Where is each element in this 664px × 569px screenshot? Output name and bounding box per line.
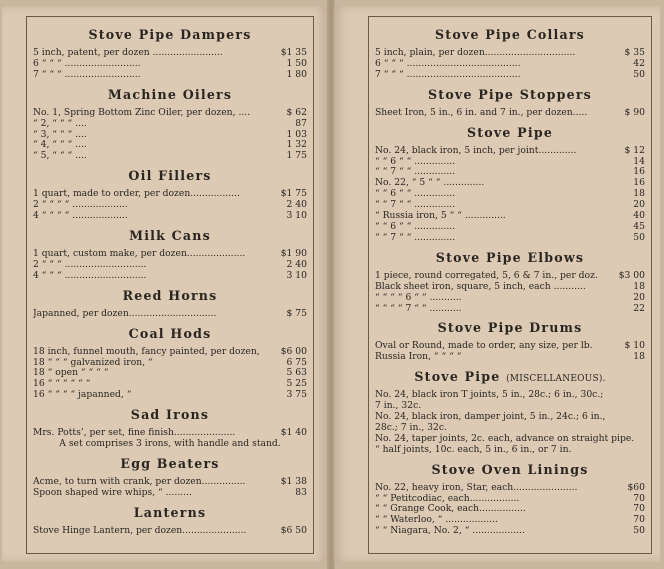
item-description: 2 “ “ “ ............................ — [33, 259, 147, 270]
section-heading — [375, 250, 645, 265]
item-description: “ “ “ “ 7 “ “ ........... — [375, 303, 462, 314]
price-line — [375, 271, 645, 282]
item-price: 1 32 — [286, 139, 307, 151]
item-price: 3 10 — [286, 210, 307, 222]
item-description: 1 quart, made to order, per dozen................. — [33, 189, 240, 200]
item-price: 3 75 — [286, 389, 307, 401]
item-description: Sheet Iron, 5 in., 6 in. and 7 in., per dozen..... — [375, 107, 588, 118]
item-description: Stove Hinge Lantern, per dozen...................... — [33, 525, 247, 536]
item-price: 40 — [633, 210, 645, 222]
section-heading — [375, 462, 645, 477]
item-description: Acme, to turn with crank, per dozen............... — [33, 476, 246, 487]
section-heading: Coal Hods — [128, 325, 212, 341]
item-description: 18 inch, funnel mouth, fancy painted, per dozen, — [33, 346, 260, 357]
price-line — [33, 379, 307, 390]
price-line — [375, 282, 645, 293]
item-description: No. 24, black iron, 5 inch, per joint............. — [375, 145, 577, 156]
price-line — [375, 189, 645, 200]
item-description: 16 “ “ “ “ japanned, “ — [33, 390, 132, 401]
item-price: $6 00 — [280, 345, 307, 357]
price-line — [375, 423, 645, 434]
price-line — [33, 477, 307, 488]
item-description: “ “ 7 “ “ .............. — [375, 167, 456, 178]
item-price: 18 — [633, 280, 645, 292]
item-price: 87 — [295, 117, 307, 129]
price-line — [375, 412, 645, 423]
price-line — [33, 260, 307, 271]
price-line — [33, 358, 307, 369]
price-line — [33, 119, 307, 130]
item-note: A set comprises 3 irons, with handle and stand. — [59, 438, 281, 450]
item-description: 4 “ “ “ ............................ — [33, 270, 147, 281]
item-description: “ 3, “ “ “ .... — [33, 129, 87, 140]
section-heading — [375, 369, 645, 384]
section-milk-cans — [33, 228, 307, 282]
item-price: $1 90 — [280, 247, 307, 259]
item-description: “ “ 6 “ “ .............. — [375, 221, 456, 232]
item-price: $1 40 — [280, 427, 307, 439]
item-description: 1 piece, round corregated, 5, 6 & 7 in., per doz. — [375, 270, 598, 281]
section-title: Stove Oven Linings — [431, 461, 589, 477]
item-description: “ 2, “ “ “ .... — [33, 118, 87, 129]
section-heading: Lanterns — [133, 504, 207, 520]
item-price: $1 35 — [280, 47, 307, 58]
item-price: 22 — [633, 302, 645, 314]
section-stove-oven-linings — [375, 462, 645, 538]
item-description: “ “ 6 “ “ .............. — [375, 189, 456, 200]
item-price: 83 — [295, 486, 307, 498]
price-line — [33, 309, 307, 320]
item-description: “ “ “ “ 6 “ “ ........... — [375, 292, 462, 303]
section-subtitle: (MISCELLANEOUS). — [506, 374, 606, 385]
item-description: “ 4, “ “ “ .... — [33, 140, 87, 151]
item-description: 18 “ open “ “ “ “ — [33, 368, 109, 379]
section-oil-fillers — [33, 168, 307, 222]
price-line — [375, 48, 645, 59]
price-line — [375, 157, 645, 168]
item-price: 5 25 — [286, 378, 307, 390]
section-stove-pipe-elbows — [375, 250, 645, 315]
section-title: Stove Pipe Drums — [437, 320, 583, 336]
price-line — [375, 293, 645, 304]
item-price: 16 — [633, 166, 645, 178]
item-description: “ “ Petitcodiac, each................. — [375, 493, 520, 504]
price-line — [375, 504, 645, 515]
item-price: 70 — [633, 514, 645, 526]
price-line — [33, 48, 307, 59]
section-stove-pipe-drums — [375, 320, 645, 363]
item-price: $1 38 — [280, 475, 307, 487]
left-page-frame — [26, 16, 314, 554]
item-description: 28c.; 7 in., 32c. — [375, 422, 447, 433]
item-description: 7 “ “ “ ....................................... — [375, 69, 521, 80]
item-description: 6 “ “ “ ....................................... — [375, 58, 521, 69]
item-price: 50 — [633, 525, 645, 537]
price-line — [33, 347, 307, 358]
section-title: Stove Pipe Elbows — [435, 249, 585, 265]
price-line — [375, 304, 645, 315]
item-description: No. 24, taper joints, 2c. each, advance on straight pipe. — [375, 433, 635, 444]
section-heading: Oil Fillers — [128, 168, 212, 184]
section-egg-beaters — [33, 456, 307, 499]
price-line — [33, 249, 307, 260]
price-line — [375, 494, 645, 505]
item-price: $ 35 — [624, 47, 645, 58]
item-description: Spoon shaped wire whips, “ ......... — [33, 487, 192, 498]
item-price: 18 — [633, 188, 645, 200]
section-sad-irons — [33, 407, 307, 450]
item-description: 6 “ “ “ .......................... — [33, 58, 141, 69]
right-page-frame — [368, 16, 652, 554]
item-description: 4 “ “ “ “ ................... — [33, 211, 128, 222]
item-price: $ 90 — [624, 106, 645, 118]
section-heading: Sad Irons — [130, 407, 210, 423]
item-price: 2 40 — [286, 258, 307, 270]
price-line — [375, 211, 645, 222]
item-price: 20 — [633, 291, 645, 303]
item-description: Mrs. Potts’, per set, fine finish..................... — [33, 428, 236, 439]
section-heading: Milk Cans — [129, 227, 211, 243]
item-price: $1 75 — [280, 188, 307, 200]
price-line — [33, 140, 307, 151]
item-price: 50 — [633, 231, 645, 243]
item-description: “ “ Waterloo, “ .................. — [375, 515, 498, 526]
section-reed-horns — [33, 288, 307, 320]
section-heading — [375, 27, 645, 42]
section-lanterns — [33, 505, 307, 537]
item-price: 2 40 — [286, 199, 307, 211]
item-description: “ Russia iron, 5 “ “ .............. — [375, 211, 506, 222]
section-heading: Egg Beaters — [120, 455, 220, 471]
item-description: “ 5, “ “ “ .... — [33, 151, 87, 162]
item-price: 50 — [633, 68, 645, 80]
price-line — [375, 200, 645, 211]
price-line — [375, 108, 645, 119]
price-line — [33, 130, 307, 141]
item-description: “ “ Niagara, No. 2, “ .................. — [375, 526, 525, 537]
price-line — [33, 488, 307, 499]
item-price: 3 10 — [286, 269, 307, 281]
item-price: $ 10 — [624, 340, 645, 352]
item-price: 1 80 — [286, 68, 307, 80]
section-heading: Machine Oilers — [107, 86, 233, 102]
item-description: “ “ 7 “ “ .............. — [375, 200, 456, 211]
item-description: “ “ Grange Cook, each................ — [375, 504, 526, 515]
item-description: 18 “ “ “ galvanized iron, “ — [33, 357, 153, 368]
price-line — [375, 526, 645, 537]
price-line — [33, 189, 307, 200]
price-line — [375, 352, 645, 363]
item-description: 2 “ “ “ “ ................... — [33, 200, 128, 211]
section-heading — [375, 125, 645, 140]
price-line — [33, 108, 307, 119]
price-line — [375, 70, 645, 81]
price-line — [375, 233, 645, 244]
section-title: Stove Pipe Collars — [435, 27, 585, 42]
section-stove-pipe — [375, 125, 645, 244]
item-price: 1 03 — [286, 128, 307, 140]
item-description: 16 “ “ “ “ “ “ — [33, 379, 91, 390]
price-line — [33, 70, 307, 81]
item-description: 5 inch, patent, per dozen ........................ — [33, 48, 223, 58]
section-machine-oilers — [33, 87, 307, 163]
item-price: 70 — [633, 503, 645, 515]
item-description: “ half joints, 10c. each, 5 in., 6 in., or 7 in. — [375, 444, 572, 455]
item-price: 20 — [633, 199, 645, 211]
section-coal-hods — [33, 326, 307, 402]
item-price: 18 — [633, 351, 645, 363]
item-price: $ 12 — [624, 144, 645, 156]
price-line — [33, 390, 307, 401]
item-description: 1 quart, custom make, per dozen.................... — [33, 248, 246, 259]
item-price: 5 63 — [286, 367, 307, 379]
section-heading: Reed Horns — [122, 287, 218, 303]
left-page — [2, 6, 328, 562]
section-title: Stove Pipe Stoppers — [428, 86, 592, 102]
item-price: $60 — [627, 481, 645, 493]
price-line — [375, 434, 645, 445]
price-line — [33, 59, 307, 70]
price-line — [375, 167, 645, 178]
item-description: 7 in., 32c. — [375, 401, 422, 412]
note-line — [33, 439, 307, 450]
item-description: Russia Iron, “ “ “ “ — [375, 352, 462, 363]
item-price: $6 50 — [280, 524, 307, 536]
section-stove-pipe-miscellaneous — [375, 369, 645, 455]
price-line — [375, 483, 645, 494]
item-price: 45 — [633, 220, 645, 232]
price-line — [33, 211, 307, 222]
section-title: Stove Pipe — [466, 124, 554, 140]
item-price: 70 — [633, 492, 645, 504]
item-description: No. 24, black iron T joints, 5 in., 28c.; 6 in., 30c.; — [375, 390, 604, 401]
section-heading: Stove Pipe Dampers — [88, 27, 252, 42]
price-line — [375, 515, 645, 526]
item-price: $3 00 — [618, 269, 645, 281]
right-page — [334, 6, 660, 562]
price-line — [33, 368, 307, 379]
item-description: No. 24, black iron, damper joint, 5 in., 24c.; 6 in., — [375, 412, 606, 423]
section-stove-pipe-collars — [375, 27, 645, 81]
item-price: $ 75 — [286, 307, 307, 319]
price-line — [375, 146, 645, 157]
price-line — [375, 341, 645, 352]
item-description: Japanned, per dozen.............................. — [33, 308, 217, 319]
item-description: 5 inch, plain, per dozen............................... — [375, 48, 576, 58]
price-line — [375, 390, 645, 401]
price-line — [375, 178, 645, 189]
item-description: No. 1, Spring Bottom Zinc Oiler, per dozen, .... — [33, 107, 251, 118]
price-line — [375, 445, 645, 456]
price-line — [375, 59, 645, 70]
item-description: Oval or Round, made to order, any size, per lb. — [375, 341, 593, 352]
price-line — [33, 200, 307, 211]
price-line — [375, 222, 645, 233]
section-heading — [375, 87, 645, 102]
price-line — [33, 151, 307, 162]
price-line — [33, 271, 307, 282]
item-price: 42 — [633, 57, 645, 69]
section-title: Stove Pipe — [414, 369, 501, 385]
item-description: No. 22, “ 5 “ “ .............. — [375, 178, 485, 189]
item-price: 1 50 — [286, 57, 307, 69]
item-price: 14 — [633, 155, 645, 167]
item-price: 16 — [633, 177, 645, 189]
price-line — [375, 401, 645, 412]
item-price: $ 62 — [286, 106, 307, 118]
item-description: 7 “ “ “ .......................... — [33, 69, 141, 80]
section-stove-pipe-stoppers — [375, 87, 645, 119]
section-stove-pipe-dampers — [33, 27, 307, 81]
item-description: “ “ 6 “ “ .............. — [375, 156, 456, 167]
item-description: No. 22, heavy iron, Star, each...................... — [375, 482, 578, 493]
section-heading — [375, 320, 645, 335]
item-description: “ “ 7 “ “ .............. — [375, 232, 456, 243]
price-line — [33, 526, 307, 537]
item-description: Black sheet iron, square, 5 inch, each ........... — [375, 281, 586, 292]
item-price: 6 75 — [286, 356, 307, 368]
item-price: 1 75 — [286, 150, 307, 162]
